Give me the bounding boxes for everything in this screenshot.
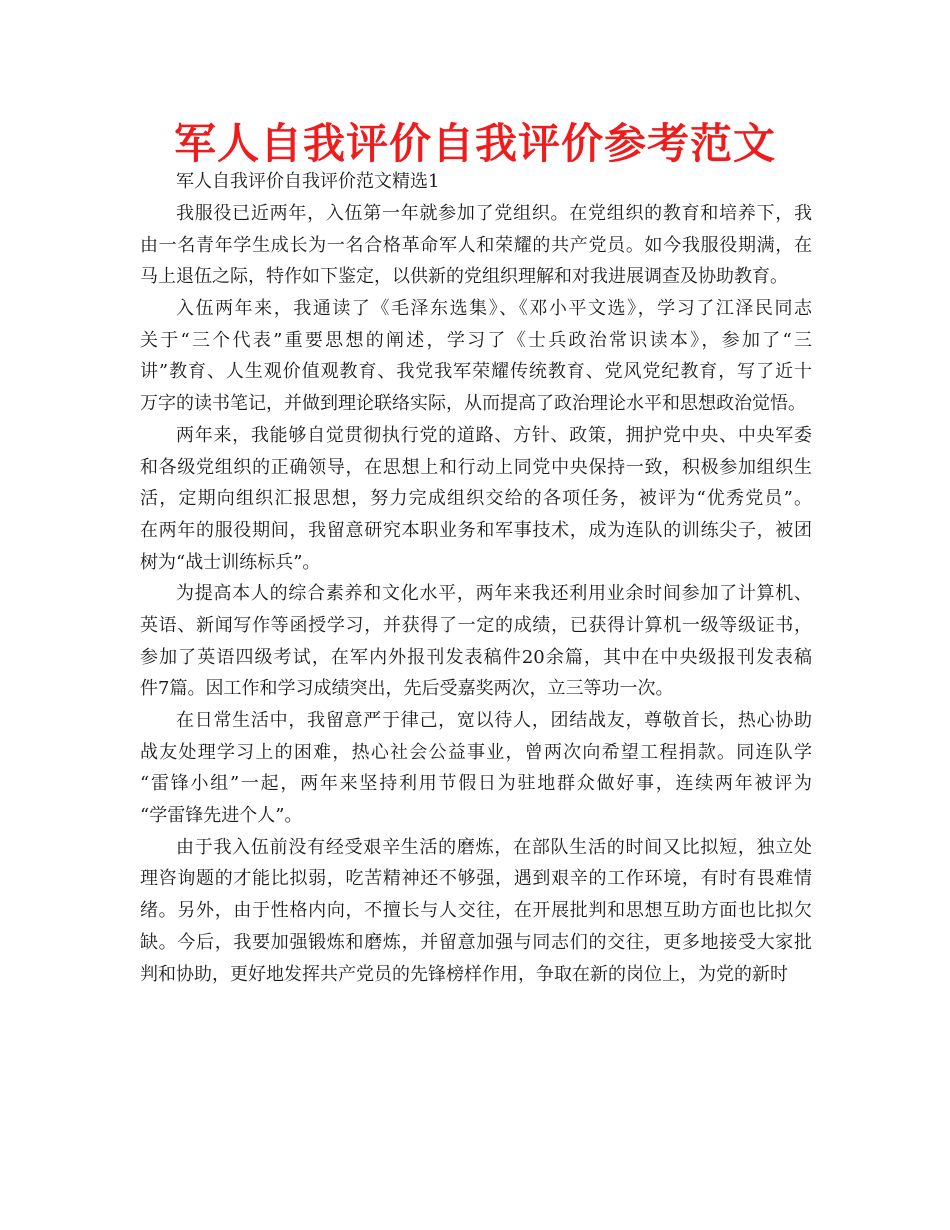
- paragraph-line: 绪。另外，由于性格内向，不擅长与人交往，在开展批判和思想互助方面也比拟欠: [140, 900, 812, 922]
- paragraph-line: 件7篇。因工作和学习成绩突出，先后受嘉奖两次，立三等功一次。: [140, 678, 674, 700]
- paragraph: [140, 293, 812, 420]
- paragraph: [140, 705, 812, 832]
- paragraph-line: 判和协助，更好地发挥共产党员的先锋榜样作用，争取在新的岗位上，为党的新时: [140, 963, 788, 985]
- paragraph-line: 两年来，我能够自觉贯彻执行党的道路、方针、政策，拥护党中央、中央军委: [176, 424, 812, 446]
- paragraph-line: 英语、新闻写作等函授学习，并获得了一定的成绩，已获得计算机一级等级证书，: [140, 614, 812, 636]
- paragraph-line: 由于我入伍前没有经受艰辛生活的磨炼，在部队生活的时间又比拟短，独立处: [176, 836, 812, 858]
- paragraph-line: 在两年的服役期间，我留意研究本职业务和军事技术，成为连队的训练尖子，被团: [140, 519, 812, 541]
- paragraph: [140, 832, 812, 990]
- paragraph-line: 入伍两年来，我通读了《毛泽东选集》、《邓小平文选》，学习了江泽民同志: [176, 298, 812, 320]
- paragraph-line: 为提高本人的综合素养和文化水平，两年来我还利用业余时间参加了计算机、: [176, 583, 812, 605]
- paragraph-line: 战友处理学习上的困难，热心社会公益事业，曾两次向希望工程捐款。同连队学: [140, 741, 812, 763]
- paragraph-line: “雷锋小组”一起，两年来坚持利用节假日为驻地群众做好事，连续两年被评为: [140, 773, 812, 795]
- paragraph-line: “学雷锋先进个人”。: [140, 805, 303, 827]
- paragraph-line: 和各级党组织的正确领导，在思想上和行动上同党中央保持一致，积极参加组织生: [140, 456, 812, 478]
- paragraph-line: 讲”教育、人生观价值观教育、我党我军荣耀传统教育、党风党纪教育，写了近十: [140, 361, 812, 383]
- document-body: [140, 198, 812, 990]
- paragraph-line: 由一名青年学生成长为一名合格革命军人和荣耀的共产党员。如今我服役期满，在: [140, 234, 812, 256]
- document-subtitle: 军人自我评价自我评价范文精选1: [176, 171, 440, 192]
- document-title: 军人自我评价自我评价参考范文: [173, 119, 776, 168]
- paragraph-line: 关于“三个代表”重要思想的阐述，学习了《士兵政治常识读本》，参加了“三: [140, 329, 812, 351]
- paragraph: [140, 578, 812, 705]
- paragraph-line: 活，定期向组织汇报思想，努力完成组织交给的各项任务，被评为“优秀党员”。: [140, 488, 812, 510]
- paragraph: [140, 420, 812, 578]
- paragraph-line: 在日常生活中，我留意严于律己，宽以待人，团结战友，尊敬首长，热心协助: [176, 710, 812, 731]
- paragraph-line: 理咨询题的才能比拟弱，吃苦精神还不够强，遇到艰辛的工作环境，有时有畏难情: [140, 868, 812, 890]
- paragraph: [140, 198, 812, 293]
- paragraph-line: 树为“战士训练标兵”。: [140, 551, 321, 573]
- paragraph-line: 缺。今后，我要加强锻炼和磨炼，并留意加强与同志们的交往，更多地接受大家批: [140, 931, 812, 953]
- paragraph-line: 万字的读书笔记，并做到理论联络实际，从而提高了政治理论水平和思想政治觉悟。: [140, 393, 806, 415]
- paragraph-line: 参加了英语四级考试，在军内外报刊发表稿件20余篇，其中在中央级报刊发表稿: [140, 646, 812, 668]
- paragraph-line: 我服役已近两年，入伍第一年就参加了党组织。在党组织的教育和培养下，我: [176, 203, 812, 224]
- paragraph-line: 马上退伍之际，特作如下鉴定，以供新的党组织理解和对我进展调查及协助教育。: [140, 266, 788, 288]
